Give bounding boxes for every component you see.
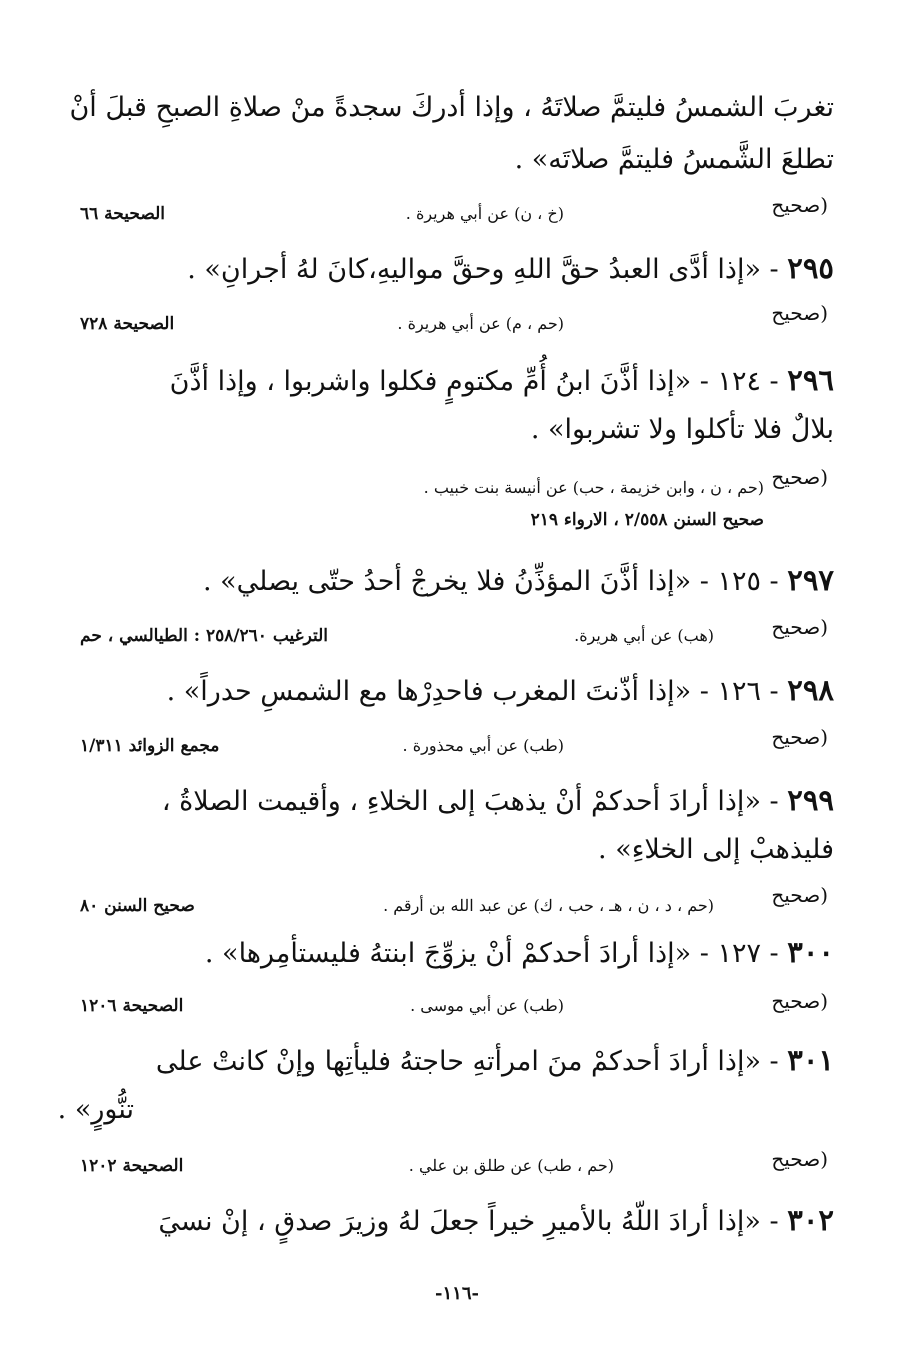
source-text: (خ ، ن) عن أبي هريرة .: [405, 204, 564, 223]
reference-text: الصحيحة ١٢٠٦: [80, 996, 184, 1016]
hadith-number: ٣٠١: [787, 1043, 834, 1077]
hadith-number: ٢٩٥: [787, 251, 834, 285]
reference-text: صحيح السنن ٢/٥٥٨ ، الارواء ٢١٩: [530, 510, 764, 530]
source-text: (هب) عن أبي هريرة.: [574, 626, 714, 645]
grade-label: (صحيح: [771, 725, 828, 749]
reference-text: الصحيحة ٦٦: [80, 204, 166, 224]
hadith-number: ٢٩٦: [787, 363, 834, 397]
grade-label: (صحيح: [771, 883, 828, 907]
source-text: (حم ، د ، ن ، هـ ، حب ، ك) عن عبد الله بن أرقم .: [383, 896, 714, 915]
grade-label: (صحيح: [771, 615, 828, 639]
hadith-line-2: تنُّورٍ» .: [57, 1094, 134, 1125]
grade-label: (صحيح: [771, 301, 828, 325]
reference-text: مجمع الزوائد ١/٣١١: [80, 736, 220, 756]
hadith-text: - «إذا أدَّى العبدُ حقَّ اللهِ وحقَّ مواليهِ،كانَ لهُ أجرانِ» .: [187, 254, 779, 285]
hadith-text: - ١٢٦ - «إذا أذّنتَ المغرب فاحدِرْها مع الشمسِ حدراً» .: [166, 676, 779, 707]
hadith-text: - «إذا أرادَ أحدكمْ منَ امرأتهِ حاجتهُ فليأتِها وإنْ كانتْ على: [155, 1046, 779, 1077]
grade-label: (صحيح: [771, 1147, 828, 1171]
hadith-text: - ١٢٥ - «إذا أذَّنَ المؤذِّنُ فلا يخرجْ أحدُ حتّى يصلي» .: [202, 566, 779, 597]
source-text: (طب) عن أبي محذورة .: [402, 736, 564, 755]
hadith-line: [203, 560, 834, 602]
hadith-line: [156, 1040, 834, 1082]
reference-text: صحيح السنن ٨٠: [80, 896, 195, 916]
hadith-line: [162, 780, 834, 822]
reference-text: الصحيحة ٧٢٨: [80, 314, 175, 334]
hadith-line: [167, 670, 834, 712]
hadith-number: ٣٠٠: [787, 935, 834, 969]
hadith-text: - ١٢٧ - «إذا أرادَ أحدكمْ أنْ يزوِّجَ ابنتهُ فليستأمِرها» .: [204, 938, 779, 969]
hadith-line-2: بلالٌ فلا تأكلوا ولا تشربوا» .: [530, 414, 834, 445]
hadith-line: [205, 932, 834, 974]
grade-label: (صحيح: [771, 465, 828, 489]
hadith-line: [187, 248, 834, 290]
source-text: (حم ، ن ، وابن خزيمة ، حب) عن أنيسة بنت خبيب .: [423, 478, 764, 497]
source-text: (طب) عن أبي موسى .: [410, 996, 564, 1015]
reference-text: الترغيب ٢٥٨/٢٦٠ : الطيالسي ، حم: [80, 626, 328, 646]
page-number: -١١٦-: [435, 1283, 479, 1304]
hadith-number: ٢٩٨: [787, 673, 834, 707]
hadith-text: - ١٢٤ - «إذا أذَّنَ ابنُ أُمِّ مكتومٍ فكلوا واشربوا ، وإذا أذَّنَ: [169, 366, 779, 397]
hadith-line: [170, 360, 834, 402]
grade-label: (صحيح: [771, 193, 828, 217]
hadith-text: - «إذا أرادَ اللّهُ بالأميرِ خيراً جعلَ لهُ وزيرَ صدقٍ ، إنْ نسيَ: [158, 1206, 779, 1237]
hadith-number: ٢٩٧: [787, 563, 834, 597]
source-text: (حم ، م) عن أبي هريرة .: [397, 314, 564, 333]
source-text: (حم ، طب) عن طلق بن علي .: [408, 1156, 614, 1175]
continuation-line-2: تطلعَ الشَّمسُ فليتمَّ صلاتَه» .: [514, 144, 834, 175]
reference-text: الصحيحة ١٢٠٢: [80, 1156, 184, 1176]
hadith-line-2: فليذهبْ إلى الخلاءِ» .: [598, 834, 834, 865]
hadith-number: ٢٩٩: [787, 783, 834, 817]
grade-label: (صحيح: [771, 989, 828, 1013]
continuation-line-1: تغربَ الشمسُ فليتمَّ صلاتَهُ ، وإذا أدركَ سجدةً منْ صلاةِ الصبحِ قبلَ أنْ: [69, 92, 834, 123]
hadith-text: - «إذا أرادَ أحدكمْ أنْ يذهبَ إلى الخلاءِ ، وأقيمت الصلاةُ ،: [161, 786, 779, 817]
hadith-number: ٣٠٢: [787, 1203, 834, 1237]
hadith-line: [158, 1200, 834, 1242]
